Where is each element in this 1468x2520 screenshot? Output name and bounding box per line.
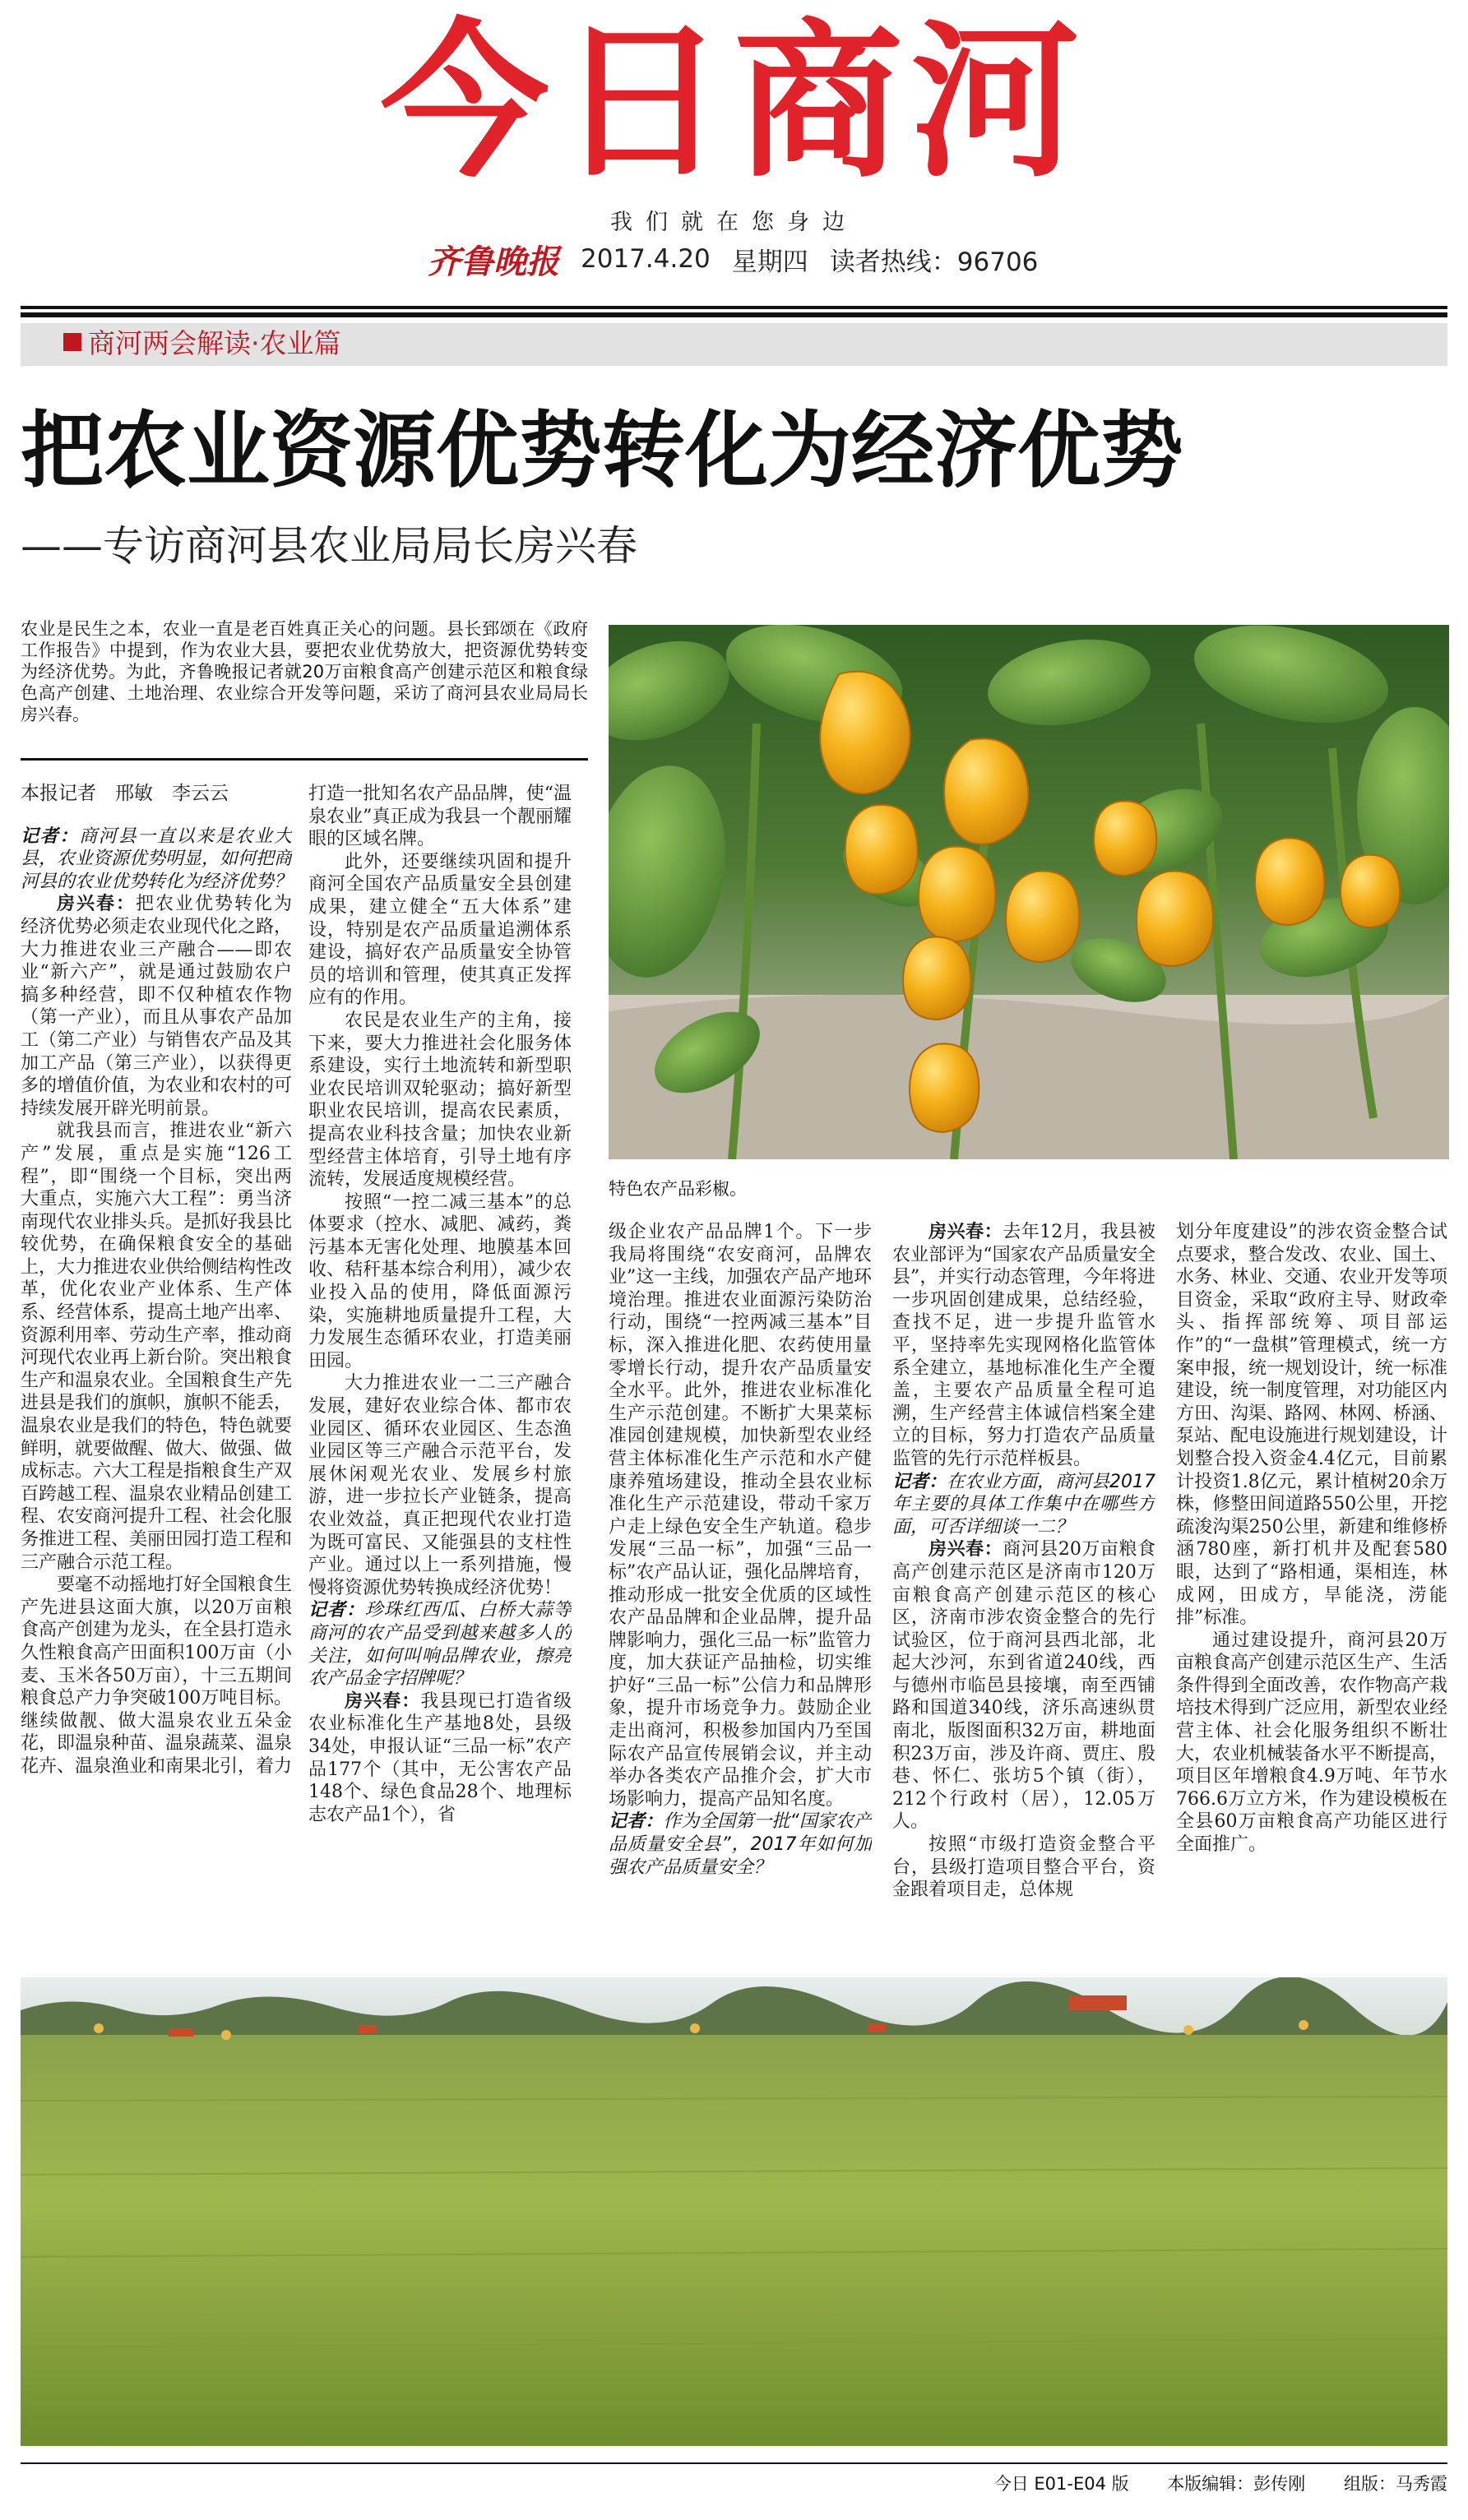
interview-answer: 房兴春：去年12月，我县被农业部评为“国家农产品质量安全县”，并实行动态管理，今年将进一步巩固创建成果，总结经验，查找不足，进一步提升监管水平，坚持率先实现网格化监管体系全建立，基地标准化生产全覆盖，主要农产品质量全程可追溯，生产经营主体诚信档案全建立的目标，努力打造农产品质量监管的先行示范样板县。 — [892, 1222, 1155, 1469]
article-column-5 — [1176, 1221, 1447, 1971]
article-paragraph: 通过建设提升，商河县20万亩粮食高产创建示范区生产、生活条件得到全面改善，农作物高产栽培技术得到广泛应用，新型农业经营主体、社会化服务组织不断壮大，农业机械装备水平不断提高，项目区年增粮食4.9万吨、年节水766.6万立方米，作为建设模板在全县60万亩粮食高产功能区进行全面推广。 — [1176, 1630, 1447, 1856]
article-paragraph: 划分年度建设”的涉农资金整合试点要求，整合发改、农业、国土、水务、林业、交通、农业开发等项目资金，采取“政府主导、财政牵头、指挥部统筹、项目部运作”的“一盘棋”管理模式，统一方案申报，统一规划设计，统一标准建设，统一制度管理，对功能区内方田、沟渠、路网、林网、桥涵、泵站、配电设施进行规划建设，计划整合投入资金4.4亿元，目前累计投资1.8亿元，累计植树20余万株，修整田间道路550公里，开挖疏浚沟渠250公里，新建和维修桥涵780座，新打机井及配套580眼，达到了“路相通，渠相连，林成网，田成方，旱能浇，涝能排”标准。 — [1176, 1222, 1447, 1629]
issue-date: 2017.4.20 — [581, 244, 711, 274]
masthead-rule-thin — [21, 306, 1447, 309]
issue-weekday: 星期四 — [731, 247, 808, 277]
article-paragraph: 要毫不动摇地打好全国粮食生产先进县这面大旗，以20万亩粮食高产创建为龙头，在全县打造永久性粮食高产田面积100万亩（小麦、玉米各50万亩），十三五期间粮食总产力争突破100万吨目标。继续做靓、做大温泉农业五朵金花，即温泉种苗、温泉蔬菜、温泉花卉、温泉渔业和南果北引，着力 — [21, 1574, 292, 1777]
article-paragraph: 就我县而言，推进农业“新六产”发展，重点是实施“126工程”，即“围绕一个目标，突出两大重点，实施六大工程”：勇当济南现代农业排头兵。是抓好我县比较优势，在确保粮食安全的基础上，大力推进农业供给侧结构性改革，优化农业产业体系、生产体系、经营体系，提高土地产出率、资源利用率、劳动生产率，推动商河现代农业再上新台阶。突出粮食生产和温泉农业。全国粮食生产先进县是我们的旗帜，旗帜不能丢，温泉农业是我们的特色，特色就要鲜明，就要做醒、做大、做强、做成标志。六大工程是指粮食生产双百跨越工程、温泉农业精品创建工程、农安商河提升工程、社会化服务推进工程、美丽田园打造工程和三产融合示范工程。 — [21, 1121, 292, 1573]
interview-answer: 房兴春：我县现已打造省级农业标准化生产基地8处，县级34处，申报认证“三品一标”农产品177个（其中，无公害农产品148个、绿色食品28个、地理标志农产品1个），省 — [308, 1690, 572, 1825]
reader-hotline: 读者热线：96706 — [829, 247, 1039, 277]
article-column-2 — [308, 783, 572, 1971]
speaker-label: 记者： — [892, 1471, 947, 1492]
article-column-3 — [609, 1221, 872, 1971]
speaker-label: 房兴春： — [928, 1539, 1003, 1561]
reporter-question: 记者：商河县一直以来是农业大县，农业资源优势明显，如何把商河县的农业优势转化为经济优势？ — [21, 825, 292, 892]
article-paragraph: 大力推进农业一二三产融合发展，建好农业综合体、都市农业园区、循环农业园区、生态渔业园区等三产融合示范平台，发展休闲观光农业、发展乡村旅游，进一步拉长产业链条，提高农业效益，真正把现代农业打造为既可富民、又能强县的支柱性产业。通过以上一系列措施，慢慢将资源优势转换成经济优势！ — [308, 1373, 572, 1598]
speaker-label: 房兴春： — [57, 894, 136, 915]
lead-divider — [21, 758, 588, 761]
newspaper-brand-logo: 齐鲁晚报 — [428, 242, 559, 281]
article-paragraph: 农民是农业生产的主角，接下来，要大力推进社会化服务体系建设，实行土地流转和新型职业农民培训双轮驱动；搞好新型职业农民培训，提高农民素质，提高农业科技含量；加快农业新型经营主体培育，引导土地有序流转，发展适度规模经营。 — [308, 1010, 572, 1191]
speaker-label: 记者： — [609, 1811, 664, 1833]
article-column-4 — [892, 1221, 1155, 1971]
photo-caption: 特色农产品彩椒。 — [609, 1179, 747, 1199]
masthead-slogan: 我们就在您身边 — [610, 210, 858, 235]
article-paragraph: 打造一批知名农产品品牌，使“温泉农业”真正成为我县一个靓丽耀眼的区域名牌。 — [308, 784, 572, 850]
article-paragraph: 此外，还要继续巩固和提升商河全国农产品质量安全县创建成果，建立健全“五大体系”建设，特别是农产品质量追溯体系建设，搞好农产品质量安全协管员的培训和管理，使其真正发挥应有的作用。 — [308, 851, 572, 1009]
footer-editor: 本版编辑：彭传刚 — [1167, 2474, 1306, 2494]
article-paragraph: 按照“一控二减三基本”的总体要求（控水、减肥、减药，粪污基本无害化处理、地膜基本回收、秸秆基本综合利用），减少农业投入品的使用，降低面源污染，实施耕地质量提升工程，大力发展生态循环农业，打造美丽田园。 — [308, 1191, 572, 1371]
masthead-rule-thick — [21, 312, 1447, 317]
article-paragraph: 级企业农产品品牌1个。下一步我局将围绕“农安商河，品牌农业”这一主线，加强农产品产地环境治理。推进农业面源污染防治行动，围绕“一控两减三基本”目标，深入推进化肥、农药使用量零增长行动，提升农产品质量安全水平。此外，推进农业标准化生产示范创建。不断扩大果菜标准园创建规模，加快新型农业经营主体标准化生产示范和水产健康养殖场建设，推动全县农业标准化生产示范建设，带动千家万户走上绿色安全生产轨道。稳步发展“三品一标”，加强“三品一标”农产品认证，强化品牌培育，推动形成一批安全优质的区域性农产品品牌和企业品牌，提升品牌影响力，强化三品一标”监管力度，加大获证产品抽检，切实维护好“三品一标”公信力和品牌形象，提升市场竞争力。鼓励企业走出商河，积极参加国内乃至国际农产品宣传展销会议，并主动举办各类农产品推介会，扩大市场影响力，提高产品知名度。 — [609, 1222, 872, 1810]
section-square-icon — [63, 333, 81, 351]
article-headline: 把农业资源优势转化为经济优势 — [21, 402, 1184, 499]
footer-pages: 今日 E01-E04 版 — [993, 2474, 1129, 2494]
reporter-question: 记者：在农业方面，商河县2017年主要的具体工作集中在哪些方面，可否详细谈一二？ — [892, 1471, 1155, 1537]
masthead-title: 今日商河 — [380, 5, 1088, 201]
byline: 本报记者 邢敏 李云云 — [21, 783, 229, 804]
article-column-1 — [21, 783, 292, 1971]
speaker-label: 房兴春： — [345, 1690, 421, 1712]
article-subhead: ——专访商河县农业局局长房兴春 — [21, 522, 637, 570]
article-lead: 农业是民生之本，农业一直是老百姓真正关心的问题。县长郅颂在《政府工作报告》中提到，作为农业大县，要把农业优势放大，把资源优势转变为经济优势。为此，齐鲁晚报记者就20万亩粮食高产创建示范区和粮食绿色高产创建、土地治理、农业综合开发等问题，采访了商河县农业局局长房兴春。 — [21, 619, 588, 724]
dateline — [428, 240, 1039, 281]
speaker-label: 房兴春： — [928, 1222, 1003, 1242]
section-bar — [21, 323, 1447, 366]
reporter-question: 记者：珍珠红西瓜、白桥大蒜等商河的农产品受到越来越多人的关注，如何叫响品牌农业，擦亮农产品金字招牌呢？ — [308, 1600, 572, 1690]
footer-rule — [21, 2462, 1447, 2464]
page-footer — [961, 2471, 1447, 2495]
footer-layout: 组版：马秀霞 — [1344, 2474, 1447, 2494]
article-paragraph: 按照“市级打造资金整合平台，县级打造项目整合平台，资金跟着项目走，总体规 — [892, 1834, 1155, 1901]
interview-answer: 房兴春：商河县20万亩粮食高产创建示范区是济南市120万亩粮食高产创建示范区的核心区，济南市涉农资金整合的先行试验区，位于商河县西北部，北起大沙河，东到省道240线，西与德州市临邑县接壤，南至西铺路和国道340线，济乐高速纵贯南北，版图面积32万亩，耕地面积23万亩，涉及许商、贾庄、殷巷、怀仁、张坊5个镇（街），212个行政村（居），12.05万人。 — [892, 1539, 1155, 1833]
wheat-field-photo — [21, 1977, 1447, 2446]
bell-pepper-photo — [609, 625, 1449, 1159]
speaker-label: 记者： — [308, 1600, 365, 1621]
section-label: 商河两会解读·农业篇 — [88, 327, 341, 359]
reporter-question: 记者：作为全国第一批“国家农产品质量安全县”，2017年如何加强农产品质量安全？ — [609, 1811, 872, 1878]
interview-answer: 房兴春：把农业优势转化为经济优势必须走农业现代化之路，大力推进农业三产融合——即农业“新六产”，就是通过鼓励农户搞多种经营，即不仅种植农作物（第一产业），而且从事农产品加工（第二产业）与销售农产品及其加工产品（第三产业），以获得更多的增值价值，为农业和农村的可持续发展开辟光明前景。 — [21, 894, 292, 1119]
speaker-label: 记者： — [21, 825, 80, 847]
